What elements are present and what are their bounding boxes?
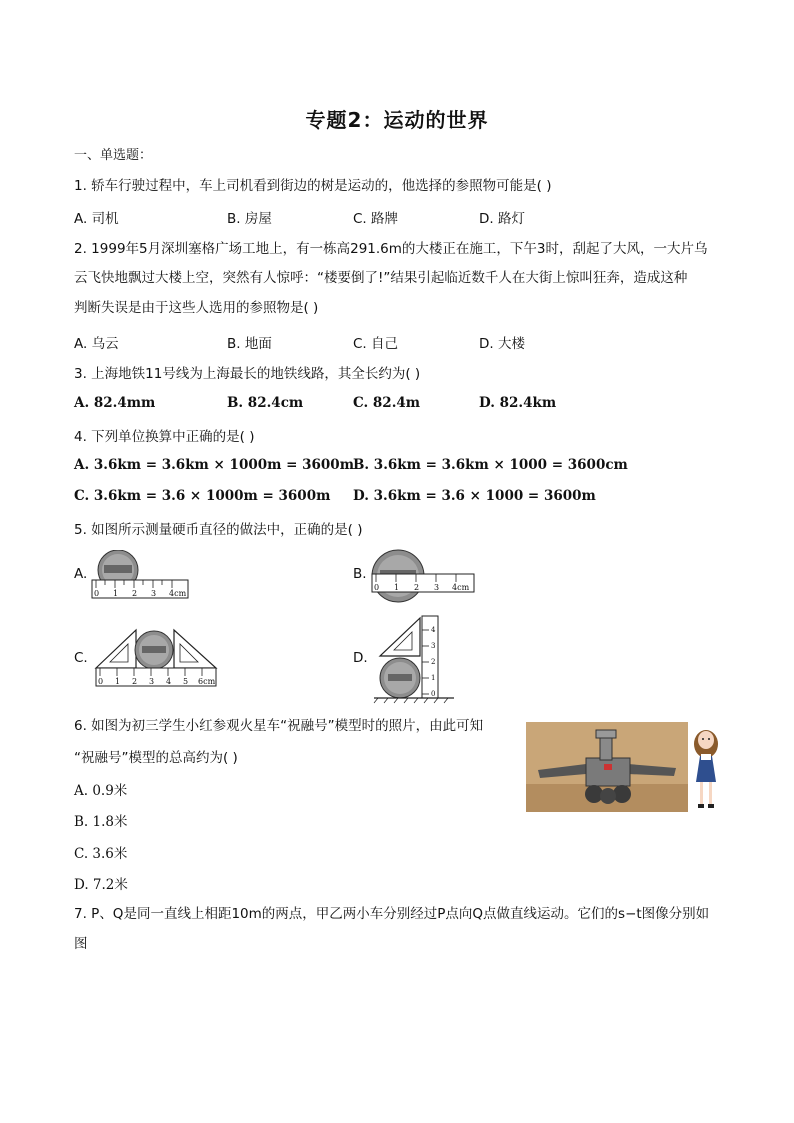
ruler-b-label-4: 4cm [452, 583, 470, 592]
coin-measure-figure-a [88, 550, 192, 602]
question-6-line-2: “祝融号”模型的总高约为( ) [74, 750, 238, 766]
rover-model-photo [526, 722, 688, 812]
ruler-c-label-6: 6cm [198, 677, 216, 686]
q4-option-d[interactable]: D. 3.6km = 3.6 × 1000 = 3600m [353, 488, 596, 504]
q6-option-b[interactable]: B. 1.8米 [74, 814, 128, 830]
ruler-b-label-1: 1 [394, 583, 400, 592]
q5-option-c[interactable]: C. [74, 650, 88, 666]
q1-option-a[interactable]: A. 司机 [74, 211, 119, 227]
ruler-a-label-3: 3 [151, 589, 157, 598]
ruler-c-label-1: 1 [115, 677, 121, 686]
ruler-a-label-1: 1 [113, 589, 119, 598]
ruler-c-label-2: 2 [132, 677, 138, 686]
ruler-d-label-1: 1 [431, 674, 436, 682]
q1-option-b[interactable]: B. 房屋 [227, 211, 272, 227]
question-3-stem: 3. 上海地铁11号线为上海最长的地铁线路，其全长约为( ) [74, 366, 421, 382]
q4-option-b[interactable]: B. 3.6km = 3.6km × 1000 = 3600cm [353, 457, 628, 473]
question-5-stem: 5. 如图所示测量硬币直径的做法中，正确的是( ) [74, 522, 363, 538]
q4-option-a[interactable]: A. 3.6km = 3.6km × 1000m = 3600m [74, 457, 354, 473]
q3-option-b[interactable]: B. 82.4cm [227, 395, 304, 411]
coin-measure-figure-c [92, 626, 222, 692]
q3-option-a[interactable]: A. 82.4mm [74, 395, 156, 411]
ruler-a-label-4: 4cm [169, 589, 187, 598]
q6-option-a[interactable]: A. 0.9米 [74, 783, 128, 799]
student-cartoon-illustration [688, 724, 724, 812]
question-1-stem: 1. 轿车行驶过程中，车上司机看到街边的树是运动的，他选择的参照物可能是( ) [74, 178, 552, 194]
ruler-b-label-3: 3 [434, 583, 440, 592]
q5-option-d[interactable]: D. [353, 650, 368, 666]
question-6-line-1: 6. 如图为初三学生小红参观火星车“祝融号”模型时的照片，由此可知 [74, 718, 484, 734]
question-2-line-2: 云飞快地飘过大楼上空，突然有人惊呼：“楼要倒了!”结果引起临近数千人在大街上惊叫狂奔，造成这种 [74, 270, 688, 286]
question-2-line-1: 2. 1999年5月深圳塞格广场工地上，有一栋高291.6m的大楼正在施工，下午3时，刮起了大风，一大片乌 [74, 241, 708, 257]
ruler-c-label-4: 4 [166, 677, 172, 686]
question-7-line-1: 7. P、Q是同一直线上相距10m的两点，甲乙两小车分别经过P点向Q点做直线运动。它们的s−t图像分别如 [74, 906, 710, 922]
q2-option-c[interactable]: C. 自己 [353, 336, 399, 352]
question-7-line-2: 图 [74, 936, 88, 952]
q4-option-c[interactable]: C. 3.6km = 3.6 × 1000m = 3600m [74, 488, 331, 504]
ruler-a-label-2: 2 [132, 589, 138, 598]
ruler-b-label-2: 2 [414, 583, 420, 592]
question-4-stem: 4. 下列单位换算中正确的是( ) [74, 429, 255, 445]
q1-option-c[interactable]: C. 路牌 [353, 211, 399, 227]
q5-option-b[interactable]: B. [353, 566, 367, 582]
q5-option-a[interactable]: A. [74, 566, 88, 582]
q2-option-b[interactable]: B. 地面 [227, 336, 272, 352]
q1-option-d[interactable]: D. 路灯 [479, 211, 525, 227]
section-heading: 一、单选题： [74, 148, 153, 163]
question-2-line-3: 判断失误是由于这些人选用的参照物是( ) [74, 300, 319, 316]
ruler-c-label-3: 3 [149, 677, 155, 686]
ruler-d-label-3: 3 [431, 642, 436, 650]
q2-option-a[interactable]: A. 乌云 [74, 336, 119, 352]
ruler-d-label-2: 2 [431, 658, 436, 666]
ruler-b-label-0: 0 [374, 583, 380, 592]
q6-option-d[interactable]: D. 7.2米 [74, 877, 128, 893]
page-title: 专题2：运动的世界 [305, 108, 489, 132]
q3-option-c[interactable]: C. 82.4m [353, 395, 421, 411]
q2-option-d[interactable]: D. 大楼 [479, 336, 525, 352]
q6-option-c[interactable]: C. 3.6米 [74, 846, 128, 862]
ruler-d-label-4: 4 [431, 626, 436, 634]
ruler-d-label-0: 0 [431, 690, 436, 698]
ruler-c-label-0: 0 [98, 677, 104, 686]
coin-measure-figure-d [372, 612, 456, 704]
coin-measure-figure-b [368, 548, 478, 604]
ruler-c-label-5: 5 [183, 677, 189, 686]
ruler-a-label-0: 0 [94, 589, 100, 598]
q3-option-d[interactable]: D. 82.4km [479, 395, 557, 411]
